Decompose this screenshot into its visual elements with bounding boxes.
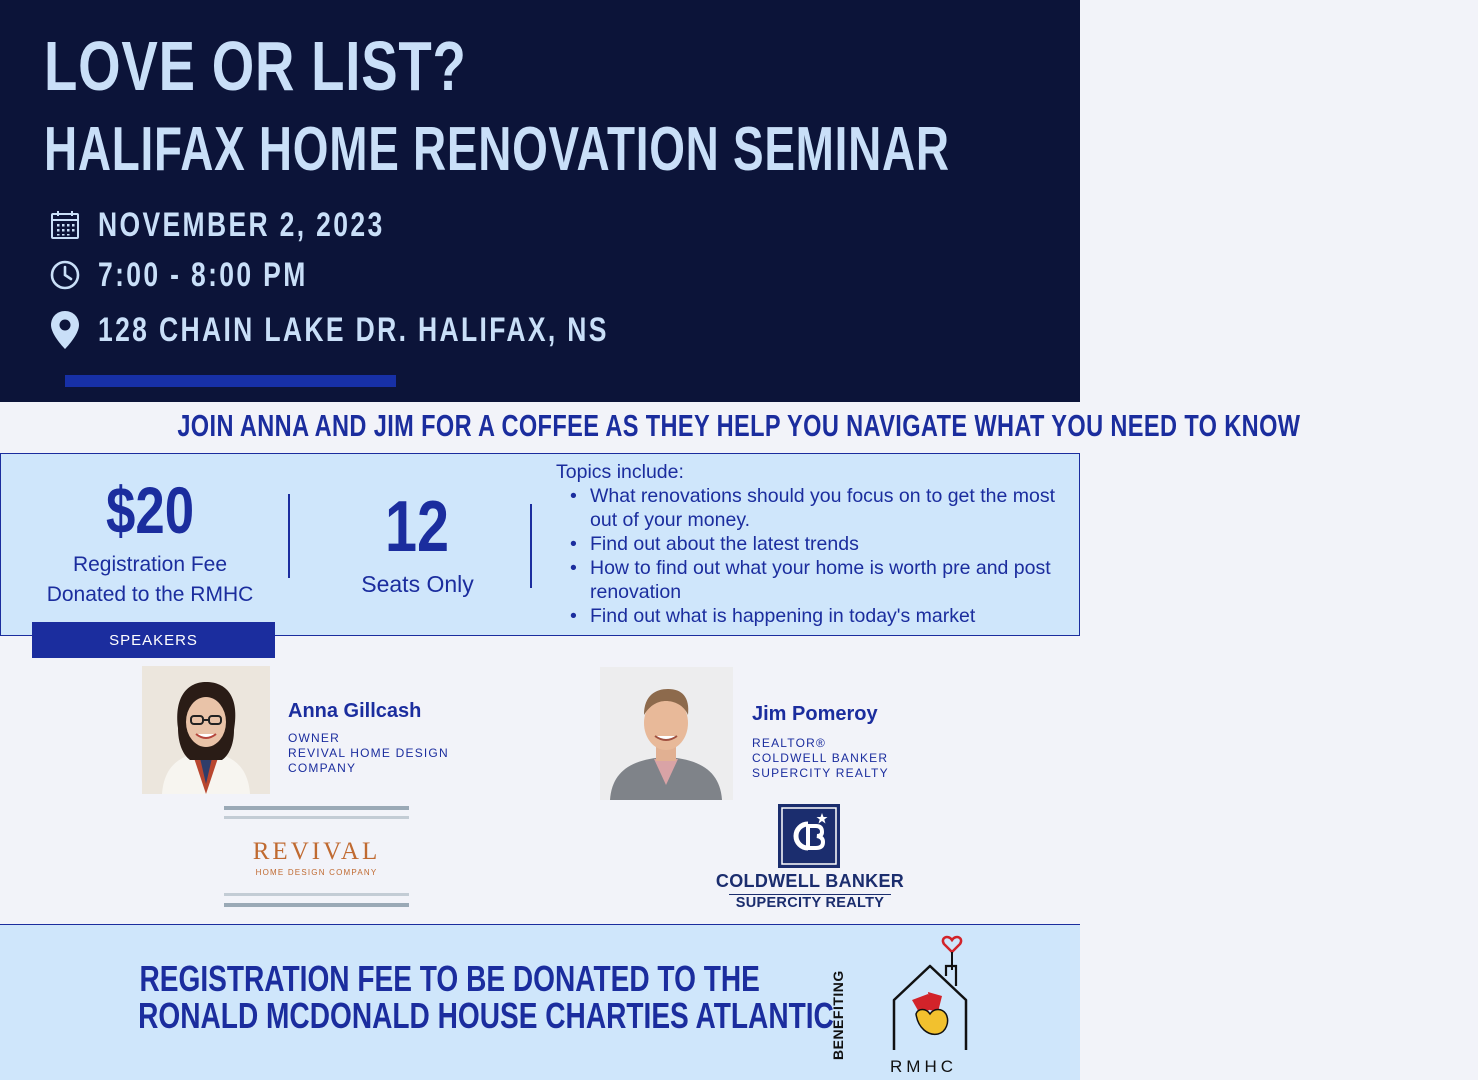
clock-icon [48,258,82,292]
footer-line1: REGISTRATION FEE TO BE DONATED TO THE [139,958,761,999]
revival-subtitle: HOME DESIGN COMPANY [255,868,378,877]
seats-stat [335,485,500,599]
event-time: 7:00 - 8:00 PM [98,255,308,294]
revival-logo [224,806,409,909]
calendar-icon [48,208,82,242]
anna-role: OWNER REVIVAL HOME DESIGN COMPANY [288,731,449,775]
fee-label-line1: Registration Fee [72,553,228,576]
anna-avatar [142,666,270,794]
fee-stat [30,470,270,610]
coldwell-banker-logo [705,802,915,914]
topic-item: • Find out what is happening in today's market [556,604,1071,628]
time-row [48,255,367,295]
event-date: NOVEMBER 2, 2023 [98,205,385,244]
topic-item: • What renovations should you focus on to get the most out of your money. [556,484,1071,532]
jim-name: Jim Pomeroy [752,703,878,725]
tagline [0,408,1301,444]
footer-text [40,960,860,1034]
fee-value: $20 [105,473,195,547]
seats-label: Seats Only [361,571,474,597]
topics-list [556,460,1071,628]
anna-name: Anna Gillcash [288,700,422,722]
logo-rule [224,893,409,896]
fee-label-line2: Donated to the RMHC [46,583,254,606]
cb-subtitle: SUPERCITY REALTY [735,895,885,911]
event-location: 128 CHAIN LAKE DR. HALIFAX, NS [98,310,609,349]
stat-divider [288,494,290,578]
cb-emblem [778,804,840,868]
rmhc-logo [884,930,976,1075]
rmhc-wordmark: RMHC [890,1057,957,1076]
seats-value: 12 [385,487,450,567]
event-title: LOVE OR LIST? [44,27,467,105]
logo-rule [224,806,409,810]
header-accent-bar [65,375,396,387]
revival-wordmark: REVIVAL [252,838,381,865]
jim-role: REALTOR® COLDWELL BANKER SUPERCITY REALTY [752,736,889,780]
topic-item: • Find out about the latest trends [556,532,1071,556]
speakers-label: SPEAKERS [32,622,275,658]
topics-heading: Topics include: [556,461,684,483]
tagline-text: JOIN ANNA AND JIM FOR A COFFEE AS THEY HELP YOU NAVIGATE WHAT YOU NEED TO KNOW [177,408,1301,443]
logo-rule [224,816,409,819]
benefiting-label: BENEFITING [830,970,846,1060]
location-pin-icon [48,313,82,347]
stat-divider [530,504,532,588]
location-row [48,310,753,350]
topic-item: • How to find out what your home is worth pre and post renovation [556,556,1071,604]
event-subtitle: HALIFAX HOME RENOVATION SEMINAR [44,115,950,184]
header-banner [0,0,1080,402]
cb-wordmark: COLDWELL BANKER [715,871,905,891]
logo-rule [224,903,409,907]
footer-line2: RONALD MCDONALD HOUSE CHARTIES ATLANTIC [138,995,834,1036]
date-row [48,205,465,245]
jim-avatar [600,667,733,800]
